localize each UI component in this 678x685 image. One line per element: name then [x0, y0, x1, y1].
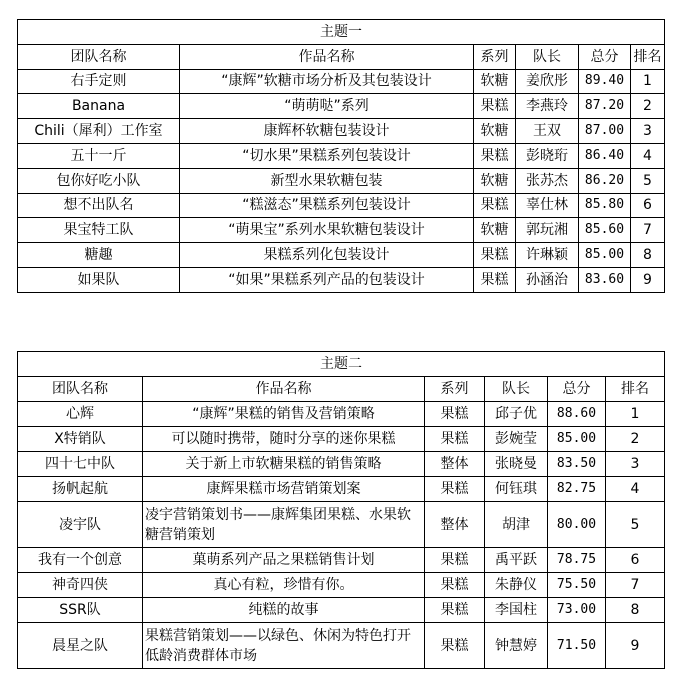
captain: 何钰琪	[485, 477, 548, 502]
captain: 胡津	[485, 502, 548, 548]
theme1-header-row	[18, 44, 665, 69]
captain: 彭晓珩	[516, 143, 579, 168]
team-name: 糖趣	[18, 243, 180, 268]
table-row	[18, 168, 665, 193]
col-header-captain: 队长	[516, 44, 579, 69]
table-row	[18, 573, 665, 598]
team-name: 包你好吃小队	[18, 168, 180, 193]
rank: 1	[631, 69, 665, 94]
col-header-captain: 队长	[485, 377, 548, 402]
rank: 6	[631, 193, 665, 218]
series: 果糕	[474, 143, 516, 168]
series: 果糕	[425, 402, 485, 427]
table-row	[18, 218, 665, 243]
captain: 张晓曼	[485, 452, 548, 477]
captain: 李燕玲	[516, 94, 579, 119]
rank: 2	[606, 427, 665, 452]
table-row	[18, 243, 665, 268]
series: 果糕	[474, 94, 516, 119]
rank: 5	[631, 168, 665, 193]
team-name: X特销队	[18, 427, 143, 452]
team-name: 五十一斤	[18, 143, 180, 168]
theme1-table	[17, 19, 665, 293]
team-name: Banana	[18, 94, 180, 119]
table-row	[18, 598, 665, 623]
captain: 郭玩湘	[516, 218, 579, 243]
col-header-team: 团队名称	[18, 377, 143, 402]
score: 85.60	[579, 218, 631, 243]
work-name: “康辉”软糖市场分析及其包装设计	[180, 69, 474, 94]
theme2-table	[17, 351, 665, 669]
series: 整体	[425, 452, 485, 477]
team-name: 如果队	[18, 267, 180, 292]
theme2-title: 主题二	[18, 352, 665, 377]
table-row	[18, 623, 665, 669]
theme1-title: 主题一	[18, 20, 665, 45]
work-name: 纯糕的故事	[143, 598, 425, 623]
rank: 7	[631, 218, 665, 243]
team-name: 晨星之队	[18, 623, 143, 669]
score: 83.60	[579, 267, 631, 292]
score: 73.00	[548, 598, 606, 623]
work-name: “萌萌哒”系列	[180, 94, 474, 119]
col-header-score: 总分	[548, 377, 606, 402]
series: 果糕	[425, 477, 485, 502]
score: 82.75	[548, 477, 606, 502]
work-name: “萌果宝”系列水果软糖包装设计	[180, 218, 474, 243]
table-row	[18, 119, 665, 144]
rank: 5	[606, 502, 665, 548]
rank: 1	[606, 402, 665, 427]
captain: 李国柱	[485, 598, 548, 623]
rank: 4	[606, 477, 665, 502]
team-name: 右手定则	[18, 69, 180, 94]
work-name: 康辉果糕市场营销策划案	[143, 477, 425, 502]
col-header-score: 总分	[579, 44, 631, 69]
work-name: 关于新上市软糖果糕的销售策略	[143, 452, 425, 477]
series: 果糕	[474, 193, 516, 218]
score: 86.40	[579, 143, 631, 168]
table-row	[18, 267, 665, 292]
series: 软糖	[474, 168, 516, 193]
rank: 8	[606, 598, 665, 623]
rank: 7	[606, 573, 665, 598]
col-header-rank: 排名	[606, 377, 665, 402]
captain: 禹平跃	[485, 548, 548, 573]
captain: 孙涵治	[516, 267, 579, 292]
series: 果糕	[425, 548, 485, 573]
work-name: 凌宇营销策划书——康辉集团果糕、水果软糖营销策划	[143, 502, 425, 548]
rank: 2	[631, 94, 665, 119]
col-header-work: 作品名称	[143, 377, 425, 402]
work-name: “糕滋态”果糕系列包装设计	[180, 193, 474, 218]
table-row	[18, 427, 665, 452]
series: 软糖	[474, 69, 516, 94]
table-row	[18, 94, 665, 119]
work-name: 可以随时携带，随时分享的迷你果糕	[143, 427, 425, 452]
score: 85.00	[579, 243, 631, 268]
rank: 9	[631, 267, 665, 292]
captain: 许琳颖	[516, 243, 579, 268]
score: 87.00	[579, 119, 631, 144]
theme2-header-row	[18, 377, 665, 402]
table-row	[18, 193, 665, 218]
captain: 姜欣彤	[516, 69, 579, 94]
work-name: 果糕营销策划——以绿色、休闲为特色打开低龄消费群体市场	[143, 623, 425, 669]
series: 果糕	[425, 427, 485, 452]
work-name: 康辉杯软糖包装设计	[180, 119, 474, 144]
series: 果糕	[474, 243, 516, 268]
team-name: 凌宇队	[18, 502, 143, 548]
work-name: 果糕系列化包装设计	[180, 243, 474, 268]
col-header-work: 作品名称	[180, 44, 474, 69]
series: 软糖	[474, 218, 516, 243]
team-name: 四十七中队	[18, 452, 143, 477]
rank: 3	[606, 452, 665, 477]
col-header-series: 系列	[474, 44, 516, 69]
score: 80.00	[548, 502, 606, 548]
table-row	[18, 548, 665, 573]
captain: 王双	[516, 119, 579, 144]
table-row	[18, 143, 665, 168]
rank: 6	[606, 548, 665, 573]
team-name: 心辉	[18, 402, 143, 427]
score: 87.20	[579, 94, 631, 119]
series: 整体	[425, 502, 485, 548]
table-row	[18, 402, 665, 427]
captain: 彭婉莹	[485, 427, 548, 452]
captain: 朱静仪	[485, 573, 548, 598]
work-name: “如果”果糕系列产品的包装设计	[180, 267, 474, 292]
col-header-series: 系列	[425, 377, 485, 402]
score: 86.20	[579, 168, 631, 193]
captain: 张苏杰	[516, 168, 579, 193]
score: 85.80	[579, 193, 631, 218]
score: 71.50	[548, 623, 606, 669]
series: 果糕	[425, 573, 485, 598]
col-header-team: 团队名称	[18, 44, 180, 69]
team-name: 神奇四侠	[18, 573, 143, 598]
work-name: “康辉”果糕的销售及营销策略	[143, 402, 425, 427]
work-name: 新型水果软糖包装	[180, 168, 474, 193]
table-row	[18, 477, 665, 502]
series: 软糖	[474, 119, 516, 144]
rank: 8	[631, 243, 665, 268]
series: 果糕	[474, 267, 516, 292]
captain: 钟慧婷	[485, 623, 548, 669]
team-name: 扬帆起航	[18, 477, 143, 502]
score: 78.75	[548, 548, 606, 573]
score: 83.50	[548, 452, 606, 477]
work-name: “切水果”果糕系列包装设计	[180, 143, 474, 168]
team-name: 我有一个创意	[18, 548, 143, 573]
score: 75.50	[548, 573, 606, 598]
score: 85.00	[548, 427, 606, 452]
team-name: Chili（犀利）工作室	[18, 119, 180, 144]
work-name: 真心有粒，珍惜有你。	[143, 573, 425, 598]
rank: 3	[631, 119, 665, 144]
team-name: 果宝特工队	[18, 218, 180, 243]
rank: 4	[631, 143, 665, 168]
captain: 辜仕林	[516, 193, 579, 218]
team-name: 想不出队名	[18, 193, 180, 218]
score: 88.60	[548, 402, 606, 427]
series: 果糕	[425, 598, 485, 623]
table-row	[18, 502, 665, 548]
table-row	[18, 452, 665, 477]
series: 果糕	[425, 623, 485, 669]
col-header-rank: 排名	[631, 44, 665, 69]
team-name: SSR队	[18, 598, 143, 623]
score: 89.40	[579, 69, 631, 94]
captain: 邱子优	[485, 402, 548, 427]
work-name: 菓萌系列产品之果糕销售计划	[143, 548, 425, 573]
rank: 9	[606, 623, 665, 669]
table-row	[18, 69, 665, 94]
